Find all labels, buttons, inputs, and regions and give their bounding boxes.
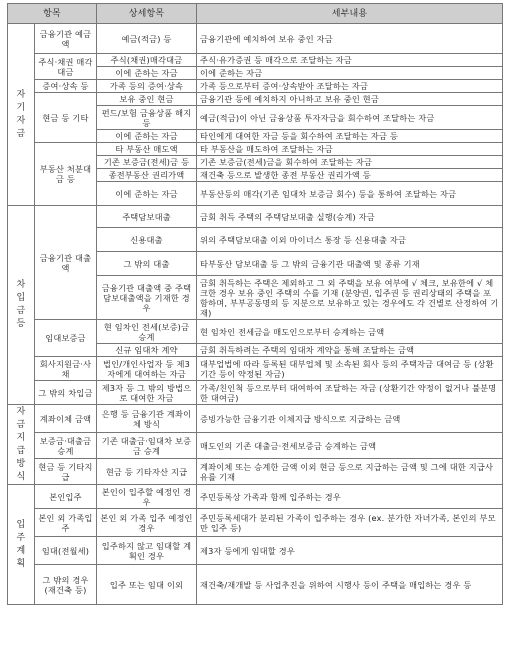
content-cell: 재건축/재개발 등 사업추진을 위하여 시행사 등이 주택을 매입하는 경우 등 [197,565,503,605]
table-row [8,54,503,67]
subitem-cell: 법인/개인사업자 등 제3자에게 대여하는 자금 [97,357,197,381]
content-cell: 부동산등의 매각(기존 임대차 보증금 회수) 등을 통하여 조달하는 자금 [197,182,503,206]
category-borrow: 차입금등 [8,206,35,405]
item-cell: 금융기관 예금액 [35,24,97,54]
content-cell: 금회 취득 주택의 주택담보대출 실행(승계) 자금 [197,206,503,228]
subitem-cell: 기존 대출금·임대차 보증금 승계 [97,433,197,459]
table-row [8,565,503,605]
subitem-cell: 신규 임대차 계약 [97,344,197,357]
content-cell: 금회 취득하려는 주택의 임대차 계약을 통해 조달하는 금액 [197,344,503,357]
content-cell: 주민등록상 가족과 함께 입주하는 경우 [197,485,503,509]
content-cell: 금융기관 등에 예치하지 아니하고 보유 중인 현금 [197,93,503,106]
subitem-cell: 주식(채권)매각대금 [97,54,197,67]
table-row [8,433,503,459]
subitem-cell: 이에 준하는 자금 [97,67,197,80]
content-cell: 타 부동산을 매도하여 조달하는 자금 [197,143,503,156]
content-cell: 가족 등으로부터 증여·상속받아 조달하는 자금 [197,80,503,93]
item-cell: 회사지원금·사채 [35,357,97,381]
item-cell: 보증금·대출금 승계 [35,433,97,459]
content-cell: 타인에게 대여한 자금 등을 회수하여 조달하는 자금 등 [197,130,503,143]
item-cell: 임대(전월세) [35,537,97,565]
funding-plan-table [7,3,503,605]
table-row [8,93,503,106]
item-cell: 본인입주 [35,485,97,509]
content-cell: 제3자 등에게 임대할 경우 [197,537,503,565]
subitem-cell: 신용대출 [97,228,197,252]
content-cell: 이에 준하는 자금 [197,67,503,80]
item-cell: 그 밖의 경우 (재건축 등) [35,565,97,605]
item-cell: 부동산 처분대금 등 [35,143,97,206]
table-row [8,485,503,509]
content-cell: 타부동산 담보대출 등 그 밖의 금융기관 대출액 및 종류 기재 [197,252,503,276]
subitem-cell: 이에 준하는 자금 [97,130,197,143]
item-cell: 주식·채권 매각대금 [35,54,97,80]
table-row [8,80,503,93]
table-row [8,357,503,381]
table-row [8,24,503,54]
content-cell: 계좌이체 또는 승계한 금액 이외 현금 등으로 지급하는 금액 및 그에 대한 지급사유를 기재 [197,459,503,485]
table-row [8,206,503,228]
subitem-cell: 예금(적금) 등 [97,24,197,54]
content-cell: 주민등록세대가 분리된 가족이 입주하는 경우 (ex. 분가한 자녀가족, 본인의 부모만 입주 등) [197,509,503,537]
content-cell: 위의 주택담보대출 이외 마이너스 통장 등 신용대출 자금 [197,228,503,252]
subitem-cell: 보유 중인 현금 [97,93,197,106]
subitem-cell: 본인이 입주할 예정인 경우 [97,485,197,509]
content-cell: 예금(적금)이 아닌 금융상품 투자자금을 회수하여 조달하는 자금 [197,106,503,130]
subitem-cell: 현 임차인 전세(보증)금 승계 [97,320,197,344]
category-payment: 자금지급방식 [8,405,35,485]
content-cell: 현 임차인 전세금을 매도인으로부터 승계하는 금액 [197,320,503,344]
subitem-cell: 주택담보대출 [97,206,197,228]
table-row [8,405,503,433]
subitem-cell: 이에 준하는 자금 [97,182,197,206]
item-cell: 본인 외 가족입주 [35,509,97,537]
subitem-cell: 제3자 등 그 밖의 방법으로 대여한 자금 [97,381,197,405]
content-cell: 금융기관에 예치하여 보유 중인 자금 [197,24,503,54]
header-item: 항목 [8,4,97,24]
table-row [8,143,503,156]
content-cell: 대부업법에 따라 등록된 대부업체 및 소속된 회사 등의 주택자금 대여금 등 (상환기간 등이 약정된 자금) [197,357,503,381]
content-cell: 기존 보증금(전세)금을 회수하여 조달하는 자금 [197,156,503,169]
header-content: 세부내용 [197,4,503,24]
header-detail: 상세항목 [97,4,197,24]
subitem-cell: 본인 외 가족 입주 예정인 경우 [97,509,197,537]
table-row [8,459,503,485]
content-cell: 금회 취득하는 주택은 제외하고 그 외 주택을 보유 여부에 √ 체크, 보유한에 √ 체크한 경우 보유 중인 주택의 수를 기재 (분양권, 입주권 등 권리상태의 주택을 포함하며, 부부공동명의 등 지분으로 보유하고 있는 경우에도 각 건별로 산정하여 기재) [197,276,503,320]
item-cell: 계좌이체 금액 [35,405,97,433]
item-cell: 증여·상속 등 [35,80,97,93]
subitem-cell: 그 밖의 대출 [97,252,197,276]
subitem-cell: 종전부동산 권리가액 [97,169,197,182]
content-cell: 증빙가능한 금융기관 이체지급 방식으로 지급하는 금액 [197,405,503,433]
category-move-in: 입주계획 [8,485,35,605]
subitem-cell: 금융기관 대출액 중 주택담보대출액을 기재한 경우 [97,276,197,320]
subitem-cell: 가족 등의 증여·상속 [97,80,197,93]
subitem-cell: 펀드/보험 금융상품 해지 등 [97,106,197,130]
item-cell: 금융기관 대출액 [35,206,97,320]
content-cell: 주식·유가증권 등 매각으로 조달하는 자금 [197,54,503,67]
subitem-cell: 현금 등 기타자산 지급 [97,459,197,485]
subitem-cell: 은행 등 금융기관 계좌이체 방식 [97,405,197,433]
table-row [8,381,503,405]
item-cell: 현금 등 기타 [35,93,97,143]
subitem-cell: 입주하지 않고 임대할 계획인 경우 [97,537,197,565]
item-cell: 임대보증금 [35,320,97,357]
subitem-cell: 타 부동산 매도액 [97,143,197,156]
table-row [8,537,503,565]
category-own: 자기자금 [8,24,35,206]
item-cell: 현금 등 기타지급 [35,459,97,485]
content-cell: 매도인의 기존 대출금·전세보증금 승계하는 금액 [197,433,503,459]
table-header-row [8,4,503,24]
content-cell: 재건축 등으로 발생한 종전 부동산 권리가액 등 [197,169,503,182]
content-cell: 가족/친인척 등으로부터 대여하여 조달하는 자금 (상환기간 약정이 없거나 불분명한 대여금) [197,381,503,405]
subitem-cell: 입주 또는 임대 이외 [97,565,197,605]
table-row [8,320,503,344]
table-row [8,509,503,537]
subitem-cell: 기존 보증금(전세)금 등 [97,156,197,169]
item-cell: 그 밖의 차입금 [35,381,97,405]
